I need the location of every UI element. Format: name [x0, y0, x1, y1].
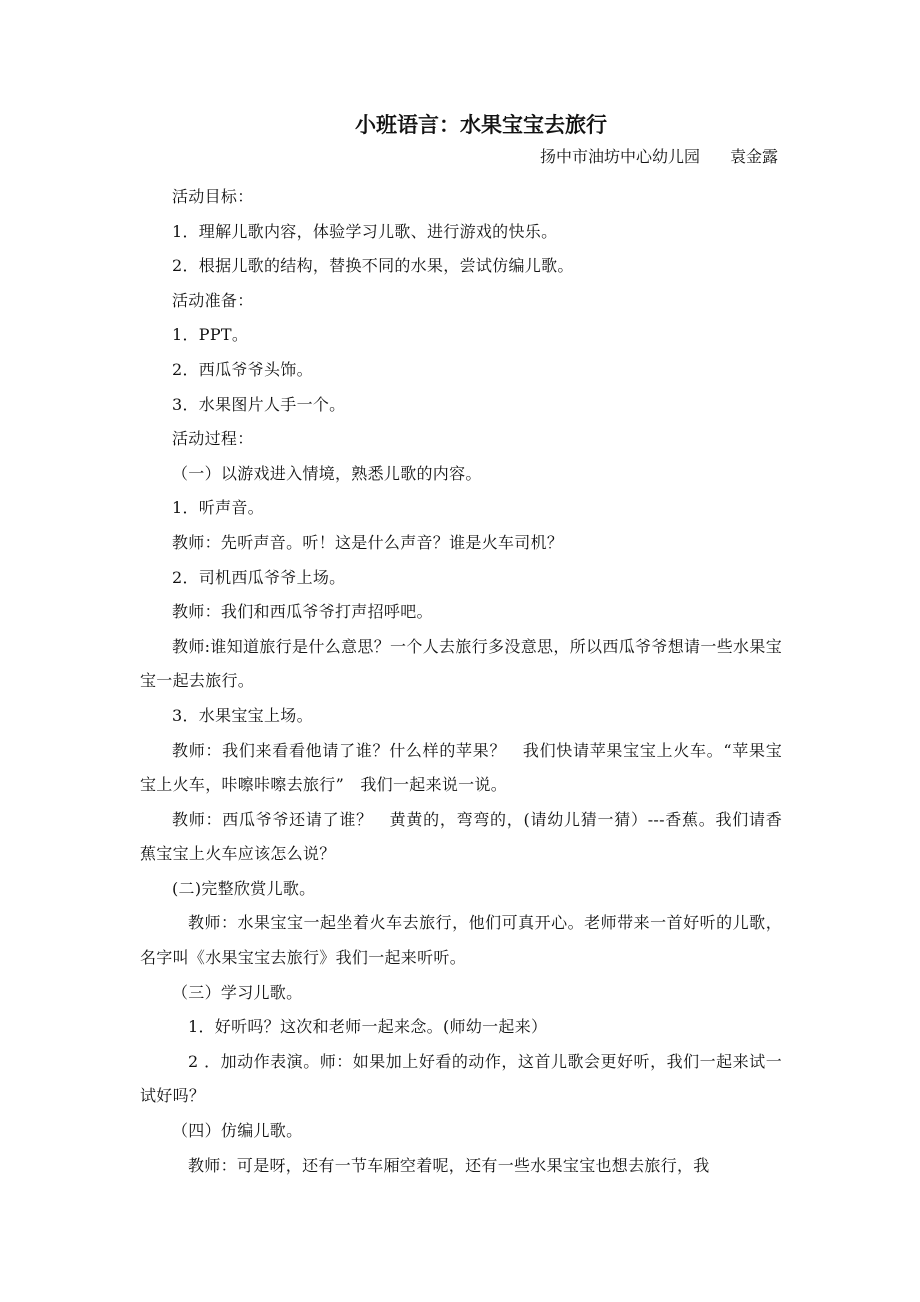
paragraph: （四）仿编儿歌。 — [172, 1121, 303, 1141]
document-title: 小班语言：水果宝宝去旅行 — [355, 113, 607, 137]
paragraph: 教师：我们来看看他请了谁？什么样的苹果？ 我们快请苹果宝宝上火车。“苹果宝宝上火车，咔嚓咔嚓去旅行” 我们一起来说一说。 — [140, 740, 782, 795]
paragraph: 活动准备： — [172, 290, 254, 310]
paragraph: 1．PPT。 — [172, 325, 249, 345]
paragraph: 1．理解儿歌内容，体验学习儿歌、进行游戏的快乐。 — [172, 221, 558, 241]
paragraph: 教师：水果宝宝一起坐着火车去旅行，他们可真开心。老师带来一首好听的儿歌，名字叫《水果宝宝去旅行》我们一起来听听。 — [140, 913, 782, 968]
paragraph: 活动目标： — [172, 187, 254, 206]
paragraph: （一）以游戏进入情境，熟悉儿歌的内容。 — [172, 463, 482, 483]
paragraph: 教师:谁知道旅行是什么意思？一个人去旅行多没意思，所以西瓜爷爷想请一些水果宝宝一起去旅行。 — [140, 636, 782, 691]
paragraph: 1．听声音。 — [172, 498, 264, 518]
author-name: 袁金露 — [729, 147, 778, 166]
paragraph: 2．司机西瓜爷爷上场。 — [172, 567, 346, 587]
byline — [140, 146, 782, 180]
paragraph: (二)完整欣赏儿歌。 — [172, 878, 316, 898]
paragraph: 教师：先听声音。听！这是什么声音？谁是火车司机？ — [172, 532, 564, 552]
school-name: 扬中市油坊中心幼儿园 — [539, 147, 700, 166]
document-page — [140, 110, 782, 1183]
paragraph: 教师：我们和西瓜爷爷打声招呼吧。 — [172, 602, 433, 622]
paragraph: 3．水果宝宝上场。 — [172, 705, 313, 725]
paragraph: 2．西瓜爷爷头饰。 — [172, 359, 313, 379]
paragraph: 1．好听吗？这次和老师一起来念。(师幼一起来） — [188, 1017, 548, 1037]
paragraph: 2．根据儿歌的结构，替换不同的水果，尝试仿编儿歌。 — [172, 256, 574, 276]
paragraph: 2 ．加动作表演。师：如果加上好看的动作，这首儿歌会更好听，我们一起来试一试好吗？ — [140, 1051, 782, 1106]
paragraph: 教师：可是呀，还有一节车厢空着呢，还有一些水果宝宝也想去旅行，我 — [188, 1155, 710, 1175]
paragraph: 3．水果图片人手一个。 — [172, 394, 346, 414]
paragraph: （三）学习儿歌。 — [172, 982, 303, 1002]
paragraph: 活动过程： — [172, 429, 254, 449]
paragraph: 教师：西瓜爷爷还请了谁？ 黄黄的，弯弯的，(请幼儿猜一猜）---香蕉。我们请香蕉宝宝上火车应该怎么说？ — [140, 809, 782, 864]
